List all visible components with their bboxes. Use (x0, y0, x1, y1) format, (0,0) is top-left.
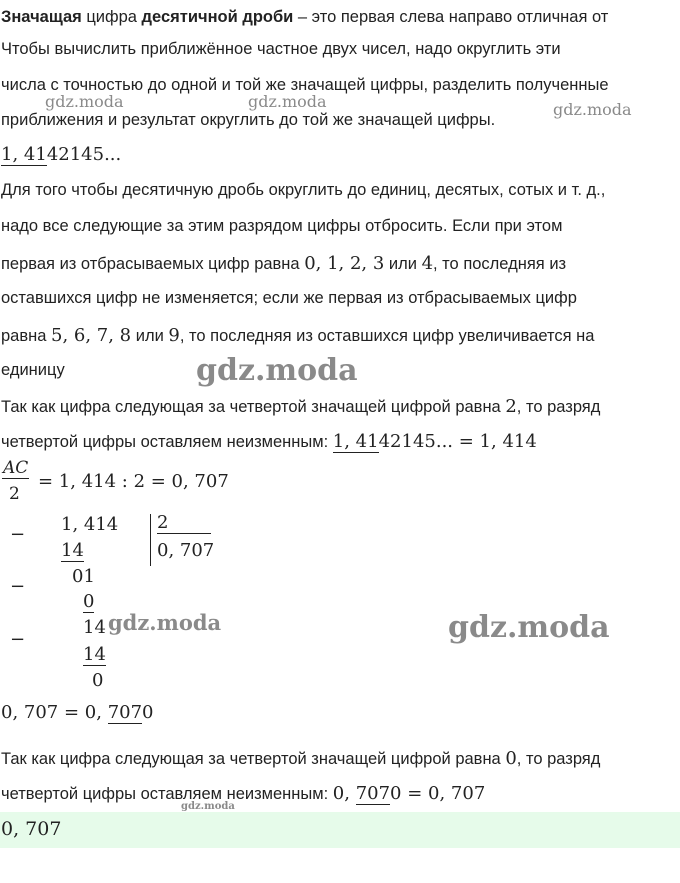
text-line: Для того чтобы десятичную дробь округлить до единиц, десятых, сотых и т. д., (1, 181, 606, 199)
divisor: 2 (157, 512, 211, 534)
watermark: gdz.moda (248, 92, 327, 111)
text-line: первая из отбрасываемых цифр равна 0, 1, 2, 3 или 4, то последняя из (1, 253, 567, 274)
answer-box (0, 812, 680, 848)
quotient: 0, 707 (157, 540, 215, 561)
fraction-denominator: 2 (9, 484, 20, 504)
text-line: надо все следующие за этим разрядом цифры отбросить. Если при этом (1, 217, 563, 235)
minus-sign: − (10, 576, 26, 597)
rule-line: числа с точностью до одной и той же значащей цифры, разделить полученные (1, 76, 609, 94)
remainder: 01 (72, 566, 95, 587)
watermark: gdz.moda (181, 801, 235, 812)
text-line: равна 5, 6, 7, 8 или 9, то последняя из оставшихся цифр увеличивается на (1, 325, 595, 346)
text-line: единицу (1, 361, 65, 379)
remainder: 14 (83, 617, 106, 638)
number-sqrt2: 1, 4142145... (1, 144, 122, 165)
definition: Значащая цифра десятичной дроби – это первая слева направо отличная от (1, 8, 609, 26)
text-line: четвертой цифры оставляем неизменным: 0, 7070 = 0, 707 (1, 783, 486, 804)
subtrahend: 14 (61, 540, 84, 561)
fraction-numerator: AC (3, 458, 29, 478)
watermark: gdz.moda (553, 100, 632, 119)
rule-line: приближения и результат округлить до той же значащей цифры. (1, 111, 496, 129)
remainder: 0 (92, 670, 104, 691)
text-line: Так как цифра следующая за четвертой значащей цифрой равна 2, то разряд (1, 396, 601, 417)
watermark: gdz.moda (448, 610, 610, 645)
text-line: четвертой цифры оставляем неизменным: 1, 4142145... = 1, 414 (1, 431, 537, 452)
minus-sign: − (10, 629, 26, 650)
text-line: оставшихся цифр не изменяется; если же первая из отбрасываемых цифр (1, 289, 577, 307)
watermark: gdz.moda (108, 610, 222, 635)
subtrahend: 0 (83, 591, 95, 612)
answer-value: 0, 707 (1, 818, 62, 840)
watermark: gdz.moda (196, 353, 358, 388)
rule-line: Чтобы вычислить приближённое частное двух чисел, надо округлить эти (1, 40, 561, 58)
fraction-rhs: = 1, 414 : 2 = 0, 707 (38, 471, 229, 492)
minus-sign: − (10, 524, 26, 545)
dividend: 1, 414 (61, 514, 119, 535)
text-line: Так как цифра следующая за четвертой значащей цифрой равна 0, то разряд (1, 748, 601, 769)
subtrahend: 14 (83, 644, 106, 665)
equality: 0, 707 = 0, 7070 (1, 702, 154, 723)
watermark: gdz.moda (45, 92, 124, 111)
